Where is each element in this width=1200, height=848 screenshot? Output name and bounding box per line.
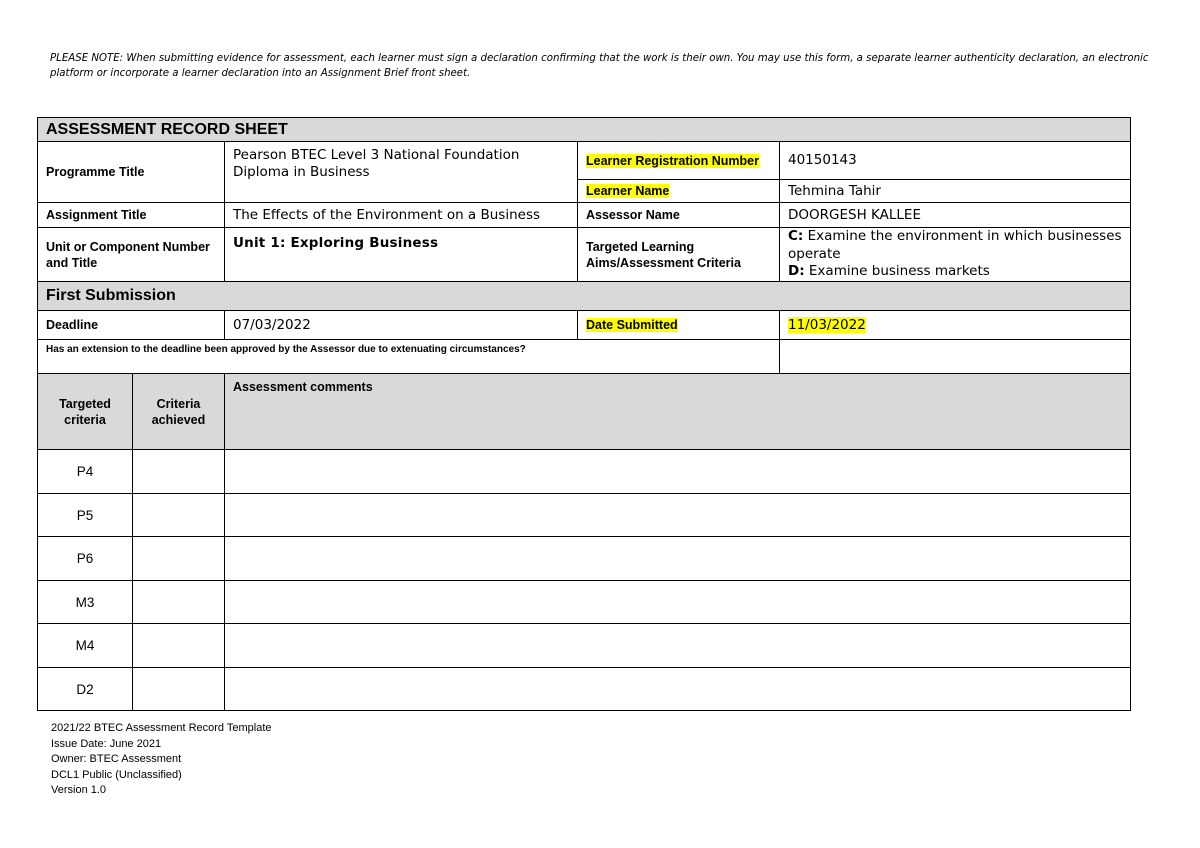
sheet-heading: ASSESSMENT RECORD SHEET xyxy=(38,118,1131,142)
criterion-comment-cell xyxy=(225,537,1131,581)
criterion-code: M3 xyxy=(38,581,133,624)
criterion-code: P5 xyxy=(38,494,133,537)
learner-name-value: Tehmina Tahir xyxy=(780,180,1131,203)
extension-answer xyxy=(780,340,1131,374)
aim-c-text: Examine the environment in which businesses operate xyxy=(788,228,1122,262)
criterion-comment-cell xyxy=(225,668,1131,711)
programme-title-value: Pearson BTEC Level 3 National Foundation Diploma in Business xyxy=(225,142,578,203)
deadline-value: 07/03/2022 xyxy=(225,311,578,340)
criterion-achieved-cell xyxy=(133,537,225,581)
learner-name-label: Learner Name xyxy=(586,184,670,198)
criterion-comment-cell xyxy=(225,494,1131,537)
criterion-comment-cell xyxy=(225,450,1131,494)
assessor-name-value: DOORGESH KALLEE xyxy=(780,203,1131,228)
aim-d-key: D: xyxy=(788,263,805,280)
assignment-title-value: The Effects of the Environment on a Business xyxy=(225,203,578,228)
criteria-row xyxy=(38,537,1131,581)
aim-d-text: Examine business markets xyxy=(804,263,990,280)
document-footer xyxy=(51,721,272,799)
footer-template-name: 2021/22 BTEC Assessment Record Template xyxy=(51,722,272,734)
criterion-code: D2 xyxy=(38,668,133,711)
first-submission-heading: First Submission xyxy=(38,282,1131,311)
footer-owner: Owner: BTEC Assessment xyxy=(51,753,182,765)
submission-note: PLEASE NOTE: When submitting evidence for assessment, each learner must sign a declaration confirming that the work is their own. You may use this form, a separate learner authenticity declaration, an electronic platform or incorporate a learner declaration into an Assignment Brief front sheet. xyxy=(50,53,1149,79)
assessment-comments-header: Assessment comments xyxy=(225,374,1131,450)
unit-value: Unit 1: Exploring Business xyxy=(225,228,578,282)
deadline-label: Deadline xyxy=(38,311,225,340)
criterion-achieved-cell xyxy=(133,581,225,624)
targeted-criteria-header: Targeted criteria xyxy=(38,374,133,450)
unit-label: Unit or Component Number and Title xyxy=(38,228,225,282)
criteria-row xyxy=(38,450,1131,494)
criterion-achieved-cell xyxy=(133,624,225,668)
criterion-achieved-cell xyxy=(133,450,225,494)
criteria-row xyxy=(38,581,1131,624)
criterion-code: P6 xyxy=(38,537,133,581)
criterion-comment-cell xyxy=(225,624,1131,668)
targeted-aims-label: Targeted Learning Aims/Assessment Criteria xyxy=(578,228,780,282)
criteria-row xyxy=(38,494,1131,537)
criterion-achieved-cell xyxy=(133,668,225,711)
assignment-title-label: Assignment Title xyxy=(38,203,225,228)
criterion-code: M4 xyxy=(38,624,133,668)
footer-classification: DCL1 Public (Unclassified) xyxy=(51,768,182,781)
criterion-code: P4 xyxy=(38,450,133,494)
date-submitted-value: 11/03/2022 xyxy=(788,316,866,333)
criteria-row xyxy=(38,624,1131,668)
criterion-comment-cell xyxy=(225,581,1131,624)
footer-issue-date: Issue Date: June 2021 xyxy=(51,737,162,750)
criteria-row xyxy=(38,668,1131,711)
learner-registration-value: 40150143 xyxy=(780,142,1131,180)
assessor-name-label: Assessor Name xyxy=(578,203,780,228)
sheet-heading-row xyxy=(38,118,1131,142)
criterion-achieved-cell xyxy=(133,494,225,537)
aim-c-key: C: xyxy=(788,228,804,245)
criteria-achieved-header: Criteria achieved xyxy=(133,374,225,450)
date-submitted-label: Date Submitted xyxy=(586,318,678,332)
assessment-record-table xyxy=(37,117,1131,711)
targeted-aims-value xyxy=(780,228,1131,282)
learner-registration-label: Learner Registration Number xyxy=(586,153,759,168)
programme-title-label: Programme Title xyxy=(38,142,225,203)
footer-version: Version 1.0 xyxy=(51,784,107,796)
extension-question: Has an extension to the deadline been approved by the Assessor due to extenuating circumstances? xyxy=(38,340,780,374)
